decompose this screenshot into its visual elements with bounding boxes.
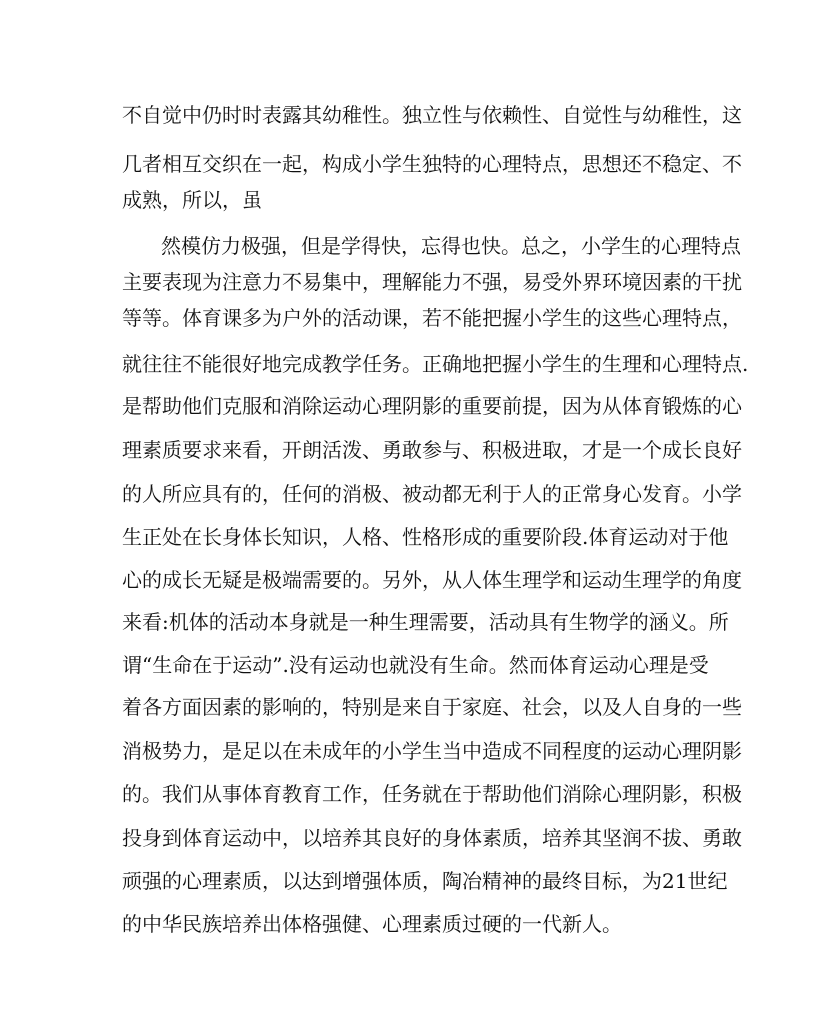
text-line: 就往往不能很好地完成教学任务。正确地把握小学生的生理和心理特点. [122, 352, 749, 376]
text-line: 消极势力，是足以在未成年的小学生当中造成不同程度的运动心理阴影 [122, 739, 742, 763]
text-line: 然模仿力极强，但是学得快，忘得也快。总之，小学生的心理特点 [161, 234, 741, 258]
text-line: 顽强的心理素质，以达到增强体质，陶冶精神的最终目标，为21世纪 [122, 869, 728, 893]
text-line: 等等。体育课多为户外的活动课，若不能把握小学生的这些心理特点， [122, 306, 742, 330]
text-line: 理素质要求来看，开朗活泼、勇敢参与、积极进取，才是一个成长良好 [122, 438, 742, 462]
text-line: 主要表现为注意力不易集中，理解能力不强，易受外界环境因素的干扰 [122, 270, 742, 294]
text-line: 几者相互交织在一起，构成小学生独特的心理特点，思想还不稳定、不 [122, 152, 742, 176]
text-line: 投身到体育运动中，以培养其良好的身体素质，培养其坚润不拔、勇敢 [122, 826, 742, 850]
text-line: 的中华民族培养出体格强健、心理素质过硬的一代新人。 [122, 912, 622, 936]
text-line: 的。我们从事体育教育工作，任务就在于帮助他们消除心理阴影，积极 [122, 782, 742, 806]
text-line: 是帮助他们克服和消除运动心理阴影的重要前提，因为从体育锻炼的心 [122, 394, 742, 418]
text-line: 着各方面因素的影响的，特别是来自于家庭、社会，以及人自身的一些 [122, 695, 742, 719]
text-line: 来看:机体的活动本身就是一种生理需要，活动具有生物学的涵义。所 [122, 610, 729, 634]
text-line: 谓“生命在于运动”.没有运动也就没有生命。然而体育运动心理是受 [122, 653, 709, 677]
text-line: 心的成长无疑是极端需要的。另外，从人体生理学和运动生理学的角度 [122, 568, 742, 592]
text-line: 的人所应具有的，任何的消极、被动都无利于人的正常身心发育。小学 [122, 482, 742, 506]
text-line: 成熟，所以，虽 [122, 188, 262, 212]
text-line: 生正处在长身体长知识，人格、性格形成的重要阶段.体育运动对于他 [122, 525, 729, 549]
text-line: 不自觉中仍时时表露其幼稚性。独立性与依赖性、自觉性与幼稚性，这 [122, 103, 742, 127]
